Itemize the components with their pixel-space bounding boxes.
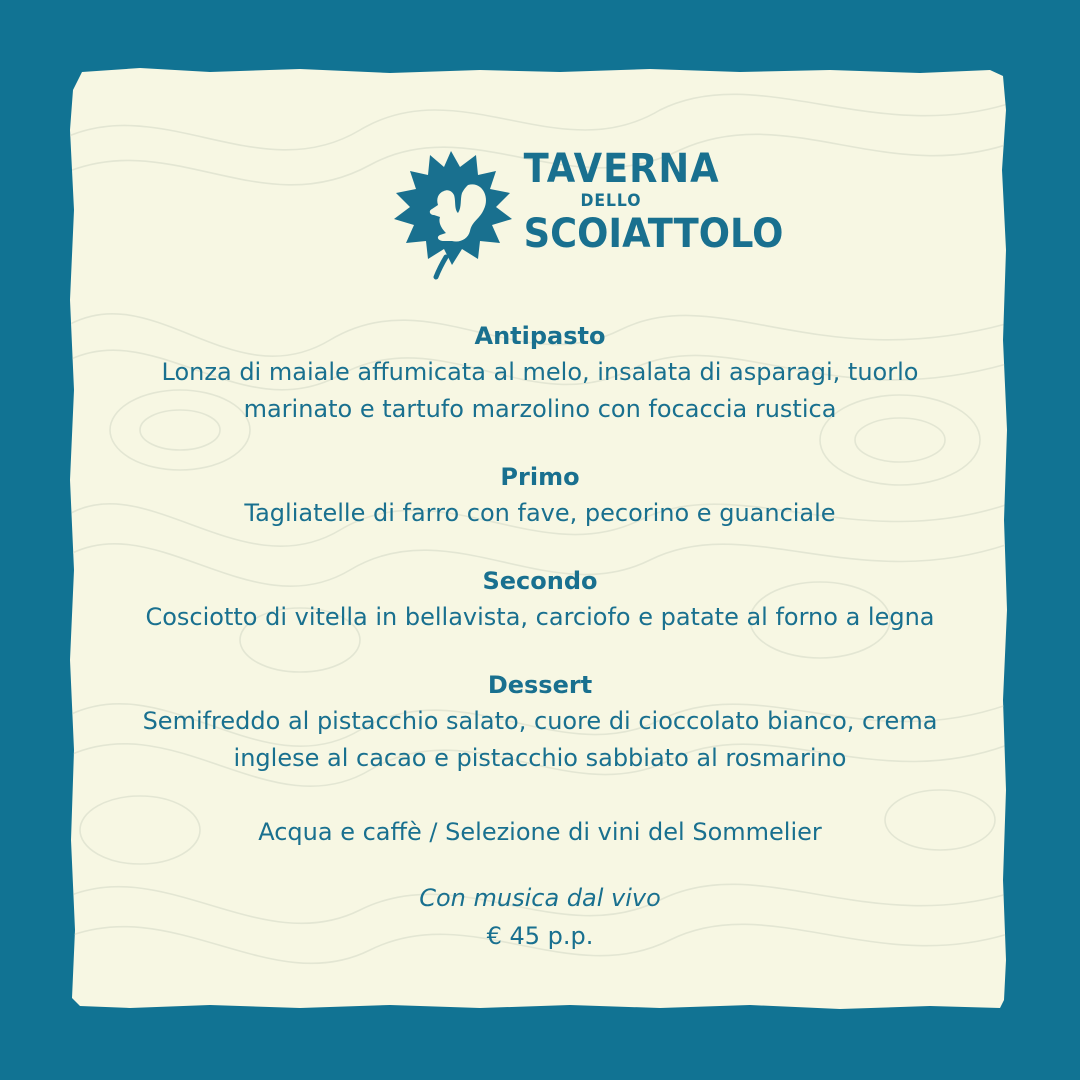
wordmark-line-1: TAVERNA bbox=[523, 146, 720, 192]
course-title: Primo bbox=[500, 463, 580, 491]
course-primo bbox=[80, 459, 1000, 532]
restaurant-logo bbox=[386, 145, 784, 280]
course-description-line: inglese al cacao e pistacchio sabbiato al rosmarino bbox=[233, 744, 847, 772]
course-dessert bbox=[80, 667, 1000, 777]
wordmark-line-2: DELLO bbox=[580, 191, 642, 211]
course-description-line: Semifreddo al pistacchio salato, cuore di cioccolato bianco, crema bbox=[142, 707, 938, 735]
squirrel-leaf-icon bbox=[386, 145, 516, 280]
course-title: Secondo bbox=[482, 567, 598, 595]
price: € 45 p.p. bbox=[486, 922, 594, 950]
menu-card bbox=[80, 0, 1000, 1080]
live-music-note: Con musica dal vivo bbox=[419, 884, 661, 912]
course-secondo bbox=[80, 563, 1000, 636]
course-title: Dessert bbox=[487, 671, 593, 699]
course-antipasto bbox=[80, 318, 1000, 428]
course-title: Antipasto bbox=[474, 322, 606, 350]
course-description-line: Lonza di maiale affumicata al melo, insalata di asparagi, tuorlo bbox=[161, 358, 919, 386]
restaurant-wordmark bbox=[516, 146, 784, 257]
course-description-line: Tagliatelle di farro con fave, pecorino e guanciale bbox=[244, 499, 836, 527]
menu-extras: Acqua e caffè / Selezione di vini del Sommelier bbox=[258, 818, 822, 846]
wordmark-line-3: SCOIATTOLO bbox=[523, 211, 784, 257]
course-description-line: marinato e tartufo marzolino con focaccia rustica bbox=[243, 395, 837, 423]
course-description-line: Cosciotto di vitella in bellavista, carciofo e patate al forno a legna bbox=[145, 603, 935, 631]
